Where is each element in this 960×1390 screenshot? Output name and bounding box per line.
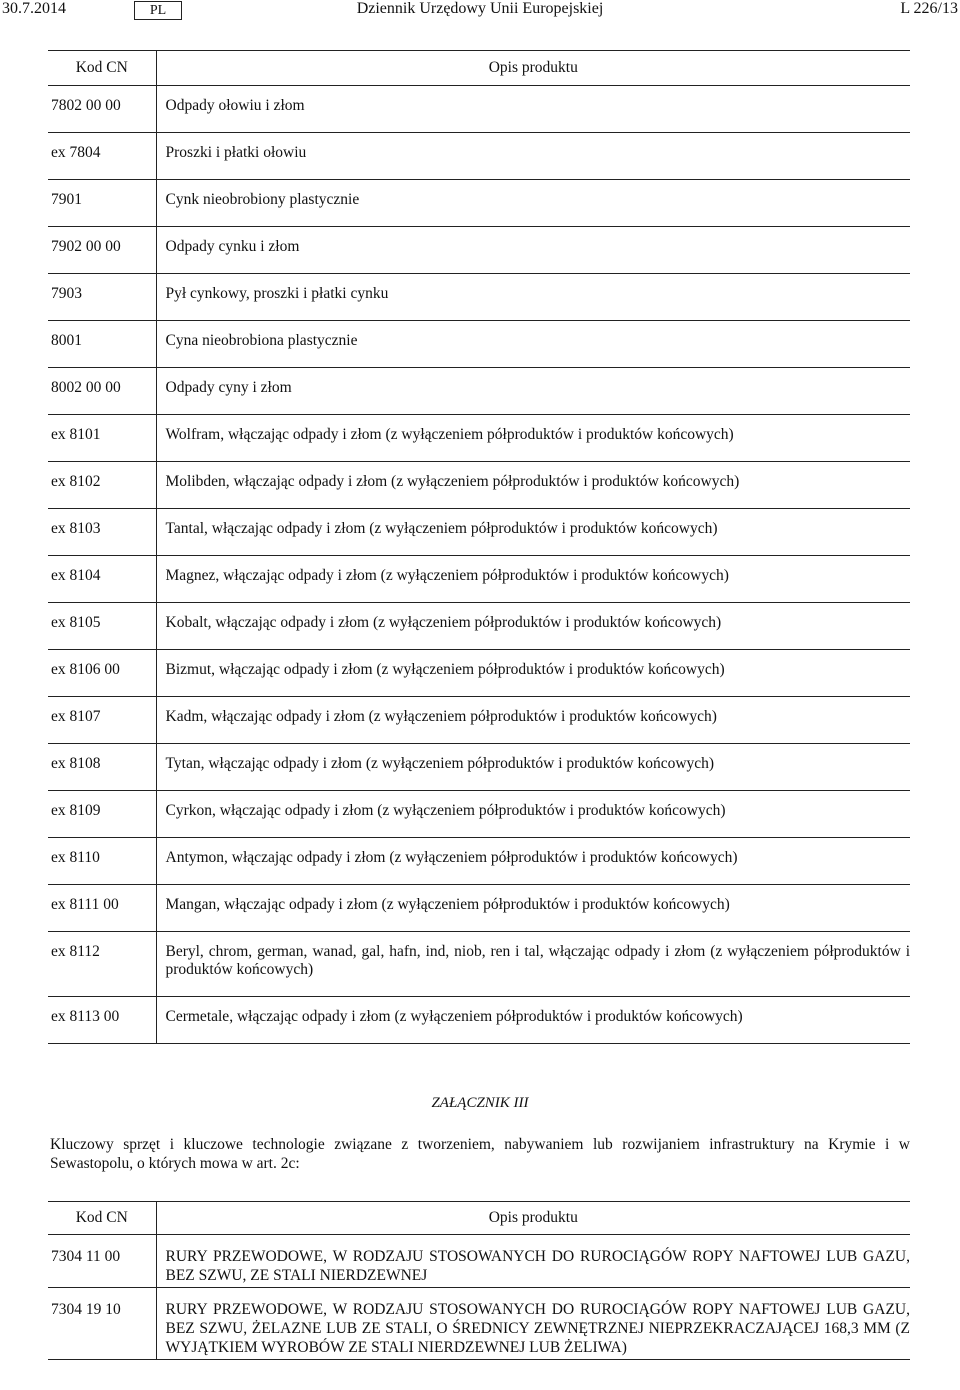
cn-code: ex 8102	[48, 462, 156, 509]
product-description: Beryl, chrom, german, wanad, gal, hafn, ind, niob, ren i tal, włączając odpady i złom (z wyłączeniem półproduktów i produktów końcowych)	[156, 932, 910, 997]
product-description: Odpady cyny i złom	[156, 368, 910, 415]
table-row	[48, 133, 910, 180]
table-row	[48, 274, 910, 321]
table-row	[48, 227, 910, 274]
journal-title: Dziennik Urzędowy Unii Europejskiej	[356, 0, 604, 17]
product-description: RURY PRZEWODOWE, W RODZAJU STOSOWANYCH DO RUROCIĄGÓW ROPY NAFTOWEJ LUB GAZU, BEZ SZWU, ŻELAZNE LUB ZE STALI, O ŚREDNICY ZEWNĘTRZNEJ NIEPRZEKRACZAJĄCEJ 168,3 MM (Z WYJĄTKIEM WYROBÓW ZE STALI NIERDZEWNEJ LUB ŻELIWA)	[156, 1288, 910, 1360]
cn-code: ex 8113 00	[48, 997, 156, 1044]
table-row	[48, 650, 910, 697]
table-row	[48, 556, 910, 603]
annex-intro-paragraph: Kluczowy sprzęt i kluczowe technologie związane z tworzeniem, nabywaniem lub rozwijaniem infrastruktury na Krymie i w Sewastopolu, o których mowa w art. 2c:	[50, 1136, 910, 1172]
table-row	[48, 86, 910, 133]
cn-code-table-1	[48, 50, 910, 1044]
product-description: Cyna nieobrobiona plastycznie	[156, 321, 910, 368]
product-description: Pył cynkowy, proszki i płatki cynku	[156, 274, 910, 321]
publication-date: 30.7.2014	[2, 0, 66, 17]
annex-title: ZAŁĄCZNIK III	[431, 1095, 529, 1111]
product-description: Tytan, włączając odpady i złom (z wyłączeniem półproduktów i produktów końcowych)	[156, 744, 910, 791]
table-row	[48, 932, 910, 997]
product-description: Wolfram, włączając odpady i złom (z wyłączeniem półproduktów i produktów końcowych)	[156, 415, 910, 462]
product-description: Magnez, włączając odpady i złom (z wyłączeniem półproduktów i produktów końcowych)	[156, 556, 910, 603]
table-row	[48, 744, 910, 791]
table-row	[48, 997, 910, 1044]
product-description: Odpady ołowiu i złom	[156, 86, 910, 133]
cn-code: ex 8111 00	[48, 885, 156, 932]
cn-code: 8001	[48, 321, 156, 368]
product-description: RURY PRZEWODOWE, W RODZAJU STOSOWANYCH DO RUROCIĄGÓW ROPY NAFTOWEJ LUB GAZU, BEZ SZWU, ZE STALI NIERDZEWNEJ	[156, 1235, 910, 1288]
column-header-code: Kod CN	[48, 1202, 156, 1235]
product-description: Bizmut, włączając odpady i złom (z wyłączeniem półproduktów i produktów końcowych)	[156, 650, 910, 697]
cn-code: 7903	[48, 274, 156, 321]
product-description: Antymon, włączając odpady i złom (z wyłączeniem półproduktów i produktów końcowych)	[156, 838, 910, 885]
column-header-code: Kod CN	[48, 51, 156, 86]
table-row	[48, 368, 910, 415]
product-description: Proszki i płatki ołowiu	[156, 133, 910, 180]
cn-code: ex 8105	[48, 603, 156, 650]
cn-code: 7304 11 00	[48, 1235, 156, 1288]
product-description: Odpady cynku i złom	[156, 227, 910, 274]
cn-code: 7902 00 00	[48, 227, 156, 274]
column-header-description: Opis produktu	[156, 1202, 910, 1235]
table-row	[48, 603, 910, 650]
cn-code: ex 8103	[48, 509, 156, 556]
table-row	[48, 462, 910, 509]
product-description: Cynk nieobrobiony plastycznie	[156, 180, 910, 227]
product-description: Cyrkon, włączając odpady i złom (z wyłączeniem półproduktów i produktów końcowych)	[156, 791, 910, 838]
cn-code: ex 8110	[48, 838, 156, 885]
cn-code: ex 8101	[48, 415, 156, 462]
cn-code: ex 8104	[48, 556, 156, 603]
product-description: Molibden, włączając odpady i złom (z wyłączeniem półproduktów i produktów końcowych)	[156, 462, 910, 509]
table-row	[48, 697, 910, 744]
product-description: Cermetale, włączając odpady i złom (z wyłączeniem półproduktów i produktów końcowych)	[156, 997, 910, 1044]
product-description: Mangan, włączając odpady i złom (z wyłączeniem półproduktów i produktów końcowych)	[156, 885, 910, 932]
page-header	[0, 0, 960, 22]
cn-code: 7901	[48, 180, 156, 227]
table-row	[48, 791, 910, 838]
cn-code-table-2	[48, 1201, 910, 1360]
product-description: Tantal, włączając odpady i złom (z wyłączeniem półproduktów i produktów końcowych)	[156, 509, 910, 556]
table-row	[48, 180, 910, 227]
cn-code: 8002 00 00	[48, 368, 156, 415]
cn-code: ex 8106 00	[48, 650, 156, 697]
table-row	[48, 509, 910, 556]
table-row	[48, 1288, 910, 1360]
cn-code: ex 8107	[48, 697, 156, 744]
table-row	[48, 321, 910, 368]
table-row	[48, 415, 910, 462]
cn-code: ex 8109	[48, 791, 156, 838]
cn-code: 7802 00 00	[48, 86, 156, 133]
page-reference: L 226/13	[900, 0, 958, 17]
cn-code: ex 8108	[48, 744, 156, 791]
cn-code: ex 8112	[48, 932, 156, 997]
table-row	[48, 1235, 910, 1288]
table-row	[48, 838, 910, 885]
product-description: Kadm, włączając odpady i złom (z wyłączeniem półproduktów i produktów końcowych)	[156, 697, 910, 744]
table-row	[48, 885, 910, 932]
language-badge: PL	[134, 1, 182, 20]
cn-code: 7304 19 10	[48, 1288, 156, 1360]
column-header-description: Opis produktu	[156, 51, 910, 86]
product-description: Kobalt, włączając odpady i złom (z wyłączeniem półproduktów i produktów końcowych)	[156, 603, 910, 650]
cn-code: ex 7804	[48, 133, 156, 180]
